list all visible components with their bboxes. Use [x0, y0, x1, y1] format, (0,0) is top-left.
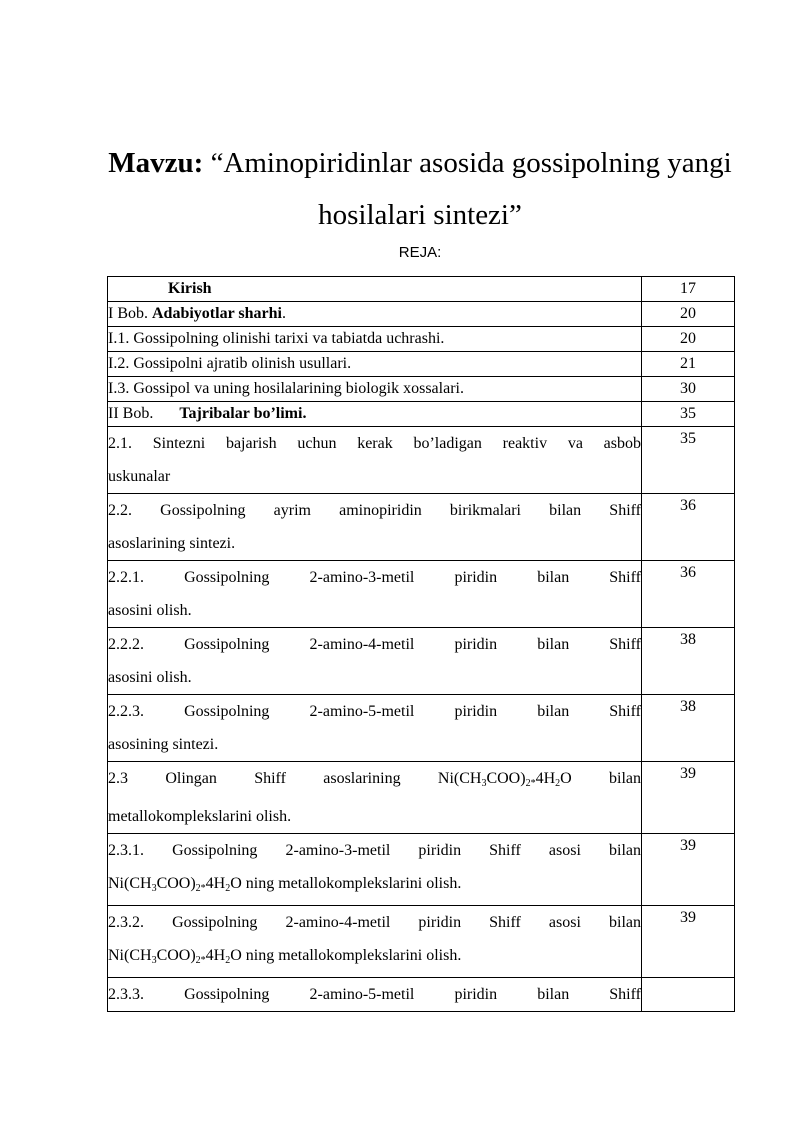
toc-text: COO) — [486, 770, 526, 787]
toc-label: I.3. Gossipol va uning hosilalarining biologik xossalari. — [108, 377, 642, 402]
toc-line: 2.3.2. Gossipolning 2-amino-4-metil piridin Shiff asosi bilan — [108, 914, 641, 931]
chem-dot: * — [200, 883, 206, 894]
toc-line: 2.2.2. Gossipolning 2-amino-4-metil piridin bilan Shiff — [108, 636, 641, 653]
title-text: “Aminopiridinlar asosida gossipolning yangi hosilalari sintezi” — [210, 147, 732, 231]
chem-subscript: 3 — [481, 778, 487, 789]
toc-row-2-3 — [108, 762, 735, 834]
chem-subscript: 3 — [151, 883, 157, 894]
toc-row-bob1 — [108, 302, 735, 327]
chem-subscript: 2 — [225, 883, 231, 894]
toc-page: 17 — [642, 277, 735, 302]
toc-page: 39 — [642, 834, 735, 906]
title-prefix: Mavzu: — [108, 147, 204, 179]
toc-line: asosini olish. — [108, 669, 192, 686]
toc-line: asosini olish. — [108, 602, 192, 619]
toc-line — [108, 762, 641, 800]
toc-page: 20 — [642, 302, 735, 327]
toc-row-2-1 — [108, 427, 735, 494]
toc-line: 2.3.3. Gossipolning 2-amino-5-metil piridin bilan Shiff — [108, 986, 641, 1003]
toc-prefix: II Bob. — [108, 405, 154, 422]
document-title — [100, 137, 740, 241]
toc-row-2-2-2 — [108, 628, 735, 695]
toc-text: O bilan — [560, 770, 641, 787]
toc-line: metallokomplekslarini olish. — [108, 808, 292, 825]
toc-row-bob2 — [108, 402, 735, 427]
toc-row-2-2 — [108, 494, 735, 561]
chem-subscript: 2 — [525, 778, 531, 789]
toc-text: COO) — [156, 875, 196, 892]
toc-label: Tajribalar bo’limi. — [179, 405, 307, 422]
plan-label: REJA: — [398, 244, 442, 261]
toc-prefix: I Bob. — [108, 305, 148, 322]
toc-page: 38 — [642, 695, 735, 762]
toc-line — [108, 875, 461, 892]
toc-page: 35 — [642, 402, 735, 427]
toc-page: 35 — [642, 427, 735, 494]
toc-row-kirish — [108, 277, 735, 302]
toc-row-2-3-1 — [108, 834, 735, 906]
toc-row-2-2-3 — [108, 695, 735, 762]
toc-row-2-3-3 — [108, 978, 735, 1012]
toc-row-1-2 — [108, 352, 735, 377]
toc-text: COO) — [156, 947, 196, 964]
toc-page: 39 — [642, 906, 735, 978]
toc-text: 2.3 Olingan Shiff asoslarining Ni(CH — [108, 770, 482, 787]
toc-line: 2.2. Gossipolning ayrim aminopiridin birikmalari bilan Shiff — [108, 502, 641, 519]
chem-dot: * — [530, 778, 536, 789]
chem-subscript: 2 — [555, 778, 561, 789]
toc-row-1-3 — [108, 377, 735, 402]
toc-line: asoslarining sintezi. — [108, 535, 236, 552]
toc-page — [642, 978, 735, 1012]
chem-subscript: 2 — [195, 883, 201, 894]
toc-row-2-3-2 — [108, 906, 735, 978]
toc-text: 4H — [535, 770, 556, 787]
toc-page: 36 — [642, 561, 735, 628]
toc-suffix: . — [281, 305, 286, 322]
chem-subscript: 3 — [151, 955, 157, 966]
toc-row-2-2-1 — [108, 561, 735, 628]
toc-line: 2.3.1. Gossipolning 2-amino-3-metil piridin Shiff asosi bilan — [108, 842, 641, 859]
chem-subscript: 2 — [195, 955, 201, 966]
toc-label: I.1. Gossipolning olinishi tarixi va tabiatda uchrashi. — [108, 327, 642, 352]
toc-label: Adabiyotlar sharhi — [152, 305, 282, 322]
toc-page: 39 — [642, 762, 735, 834]
toc-line: 2.1. Sintezni bajarish uchun kerak bo’ladigan reaktiv va asbob — [108, 435, 641, 452]
toc-page: 36 — [642, 494, 735, 561]
toc-page: 38 — [642, 628, 735, 695]
toc-text: Ni(CH — [108, 947, 152, 964]
toc-line: asosining sintezi. — [108, 736, 219, 753]
toc-label: I.2. Gossipolni ajratib olinish usullari. — [108, 352, 642, 377]
toc-text: Ni(CH — [108, 875, 152, 892]
chem-subscript: 2 — [225, 955, 231, 966]
chem-dot: * — [200, 955, 206, 966]
toc-page: 30 — [642, 377, 735, 402]
toc-line: uskunalar — [108, 468, 171, 485]
toc-text: O ning metallokomplekslarini olish. — [230, 875, 462, 892]
toc-line: 2.2.3. Gossipolning 2-amino-5-metil piridin bilan Shiff — [108, 703, 641, 720]
toc-row-1-1 — [108, 327, 735, 352]
toc-text: 4H — [205, 947, 226, 964]
toc-line: 2.2.1. Gossipolning 2-amino-3-metil piridin bilan Shiff — [108, 569, 641, 586]
toc-text: O ning metallokomplekslarini olish. — [230, 947, 462, 964]
toc-text: 4H — [205, 875, 226, 892]
toc-page: 21 — [642, 352, 735, 377]
toc-page: 20 — [642, 327, 735, 352]
toc-label: Kirish — [168, 280, 212, 297]
toc-line — [108, 947, 461, 964]
table-of-contents — [107, 276, 735, 1012]
